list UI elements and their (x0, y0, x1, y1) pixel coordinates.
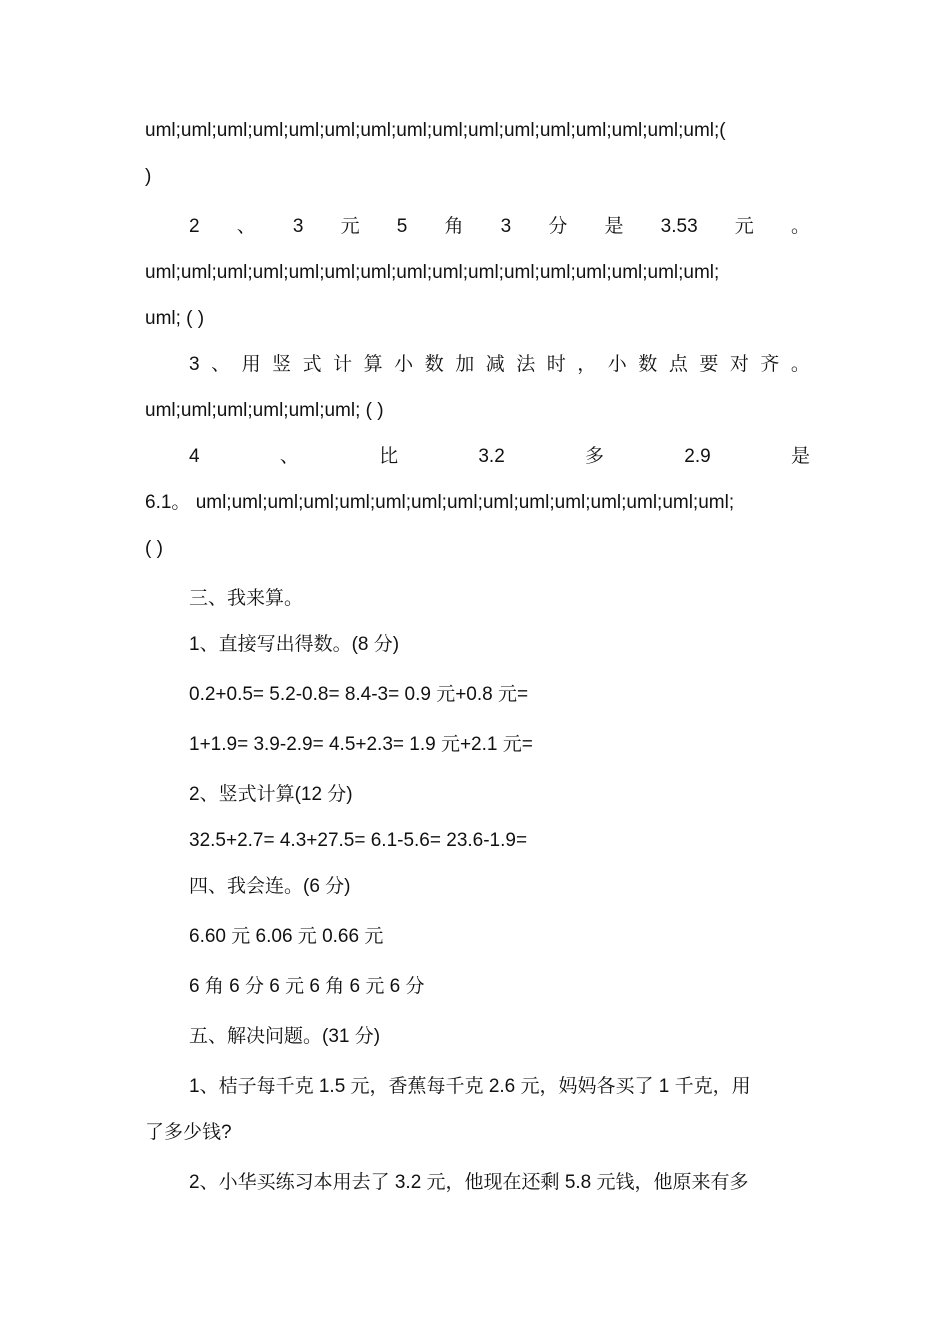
calc-row: 1+1.9= 3.9-2.9= 4.5+2.3= 1.9 元+2.1 元= (189, 734, 533, 755)
match-row: 6.60 元 6.06 元 0.66 元 (189, 926, 384, 947)
section-3-question-2: 2、竖式计算(12 分) (189, 784, 353, 805)
question-3-line-2: uml;uml;uml;uml;uml;uml; ( ) (145, 400, 384, 421)
problem-2-line-1: 2、小华买练习本用去了 3.2 元，他现在还剩 5.8 元钱，他原来有多 (189, 1172, 749, 1193)
problem-1-line-2: 了多少钱? (145, 1122, 232, 1143)
text-line: uml;uml;uml;uml;uml;uml;uml;uml;uml;uml;uml;uml;uml;uml;uml;uml;( (145, 120, 726, 141)
problem-1-line-1: 1、桔子每千克 1.5 元，香蕉每千克 2.6 元，妈妈各买了 1 千克，用 (189, 1076, 751, 1097)
question-2-line-3: uml; ( ) (145, 308, 205, 329)
question-3-line-1: 3 、 用 竖 式 计 算 小 数 加 减 法 时 ， 小 数 点 要 对 齐 。 (189, 354, 810, 375)
question-4-line-1: 4 、 比 3.2 多 2.9 是 (189, 446, 810, 467)
question-4-line-3: ( ) (145, 538, 163, 559)
question-4-line-2: 6.1。 uml;uml;uml;uml;uml;uml;uml;uml;uml;uml;uml;uml;uml;uml;uml; (145, 492, 735, 513)
section-4-title: 四、我会连。(6 分) (189, 876, 351, 897)
question-2-line-1: 2 、 3 元 5 角 3 分 是 3.53 元 。 (189, 216, 810, 237)
section-3-question-1: 1、直接写出得数。(8 分) (189, 634, 400, 655)
question-2-line-2: uml;uml;uml;uml;uml;uml;uml;uml;uml;uml;uml;uml;uml;uml;uml;uml; (145, 262, 720, 283)
document-page (145, 108, 810, 1206)
calc-row: 32.5+2.7= 4.3+27.5= 6.1-5.6= 23.6-1.9= (189, 830, 528, 851)
calc-row: 0.2+0.5= 5.2-0.8= 8.4-3= 0.9 元+0.8 元= (189, 684, 529, 705)
text-line: ) (145, 166, 152, 187)
section-5-title: 五、解决问题。(31 分) (189, 1026, 381, 1047)
section-3-title: 三、我来算。 (189, 588, 304, 609)
match-row: 6 角 6 分 6 元 6 角 6 元 6 分 (189, 976, 425, 997)
